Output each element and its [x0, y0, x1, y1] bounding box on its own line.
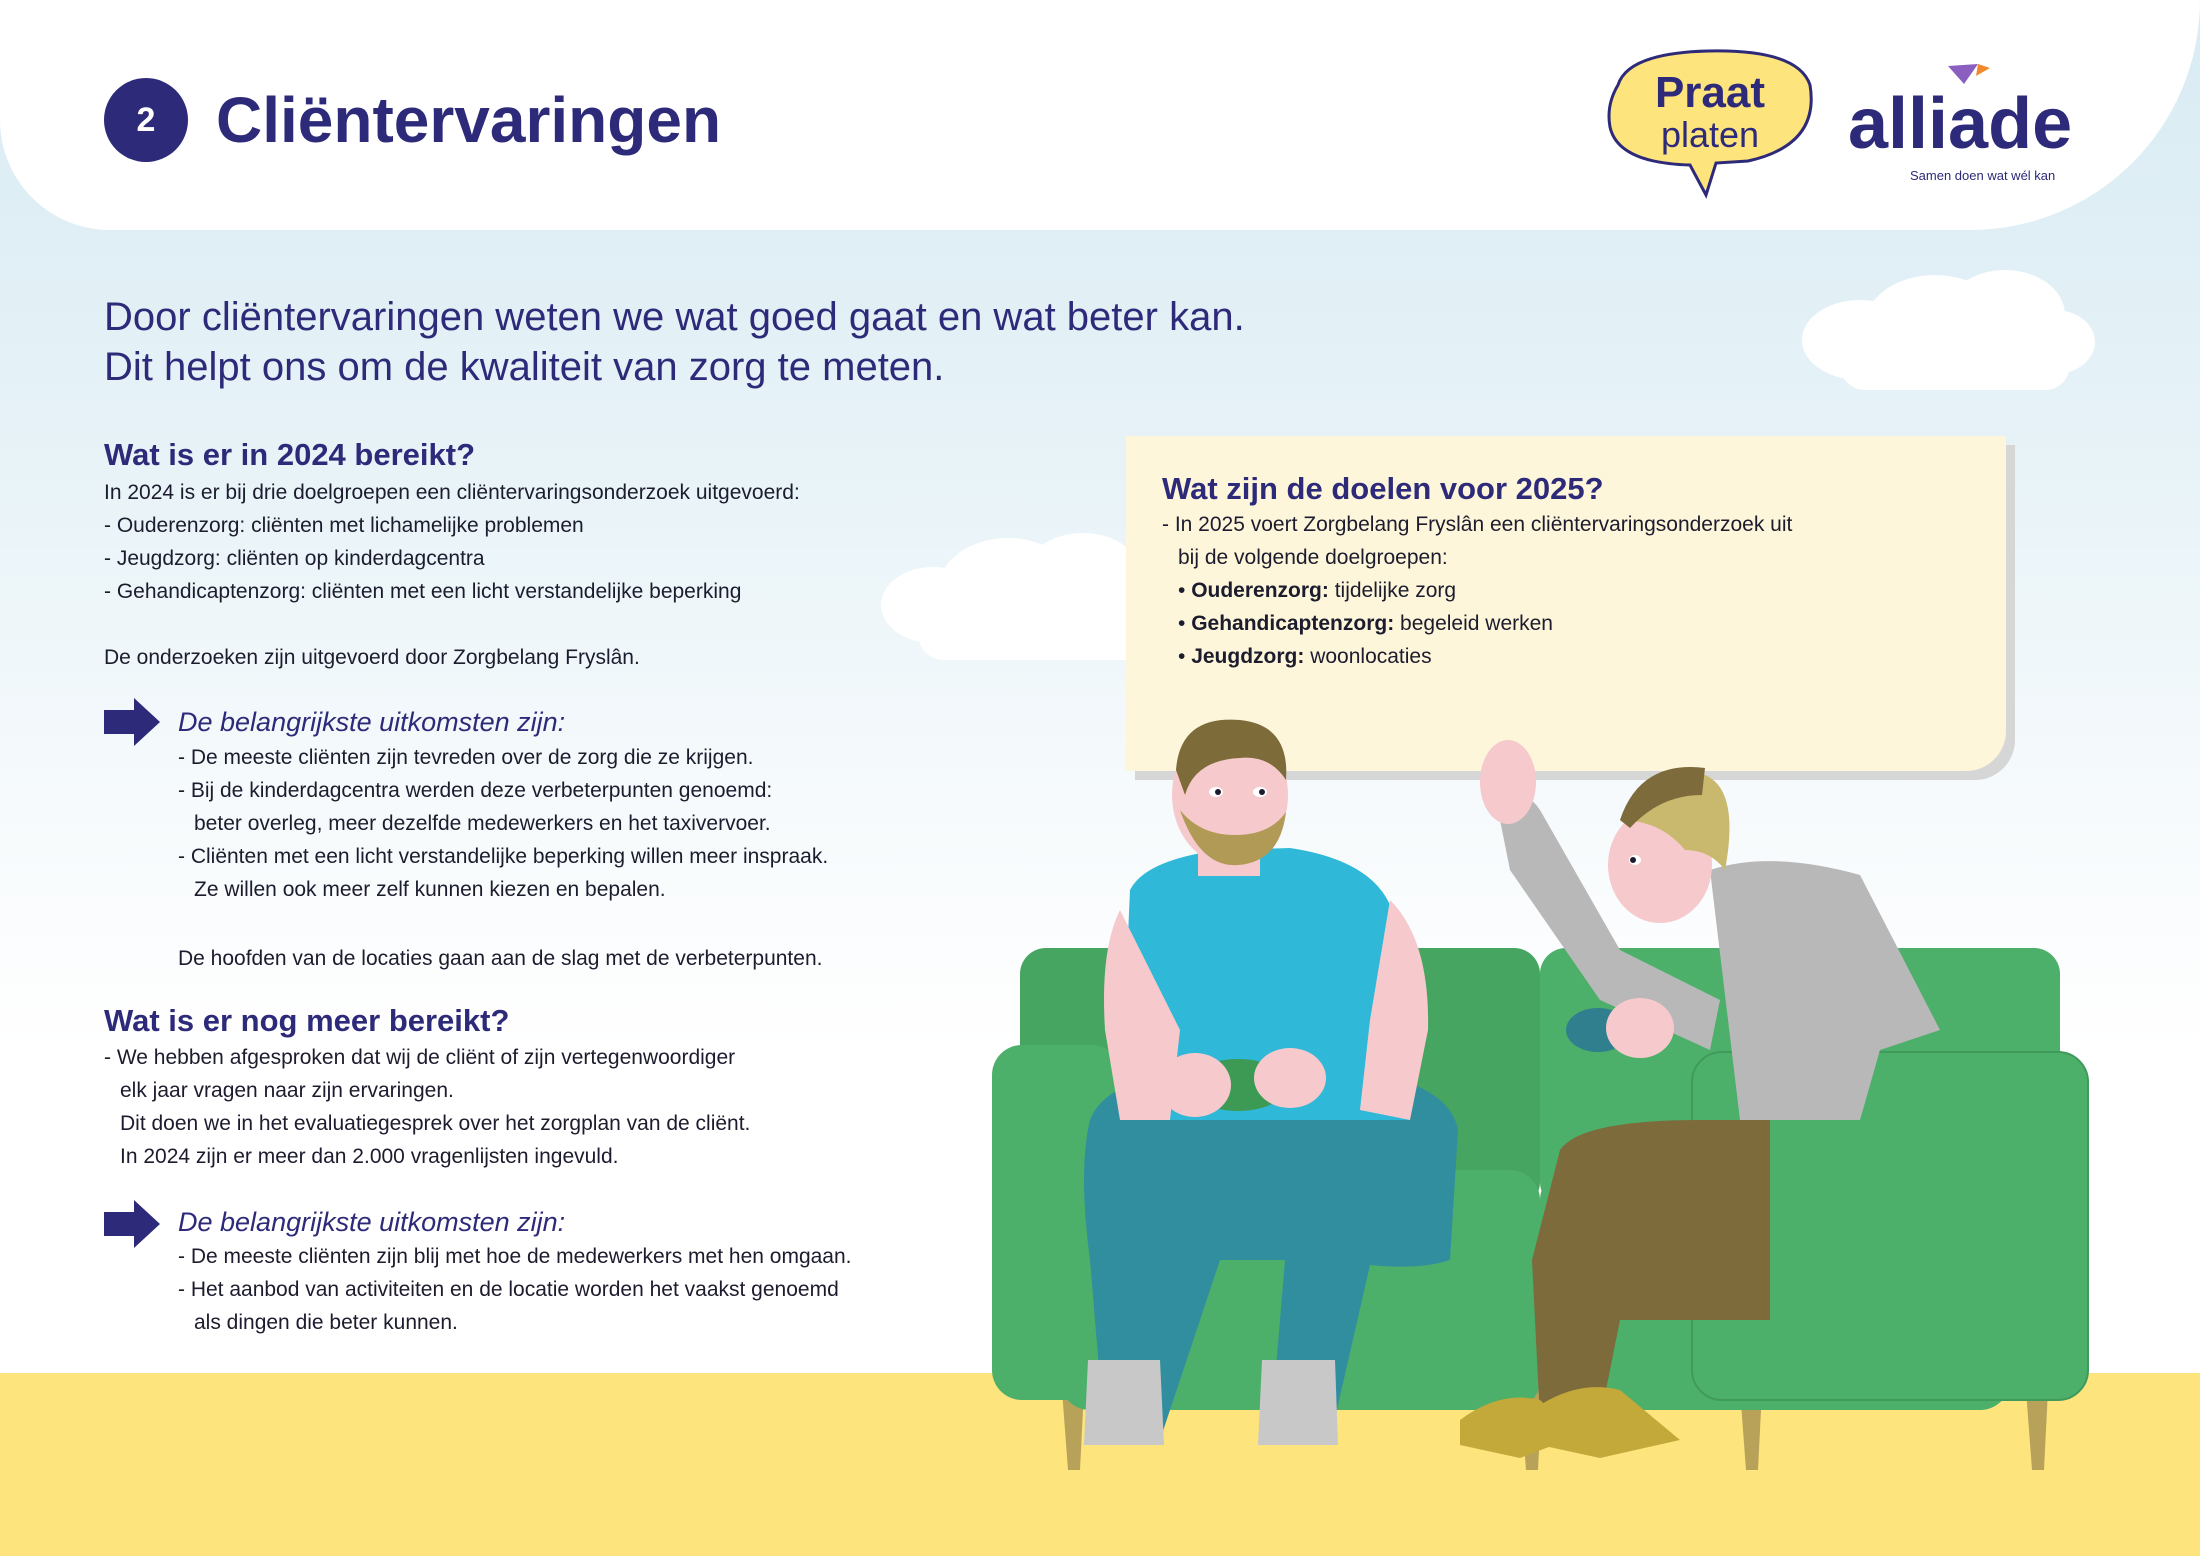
alliade-logo-name: alliade — [1848, 84, 2073, 164]
section1-body — [104, 476, 800, 608]
goals-intro-line: bij de volgende doelgroepen: — [1178, 546, 1448, 569]
section2-outcomes — [178, 1240, 852, 1339]
intro-text — [104, 292, 1245, 392]
sofa-gaming-illustration — [980, 700, 2100, 1480]
cloud-right — [1800, 270, 2100, 400]
section1-closing: De hoofden van de locaties gaan aan de slag met de verbeterpunten. — [178, 947, 823, 970]
goal-text: tijdelijke zorg — [1328, 579, 1457, 602]
page-title: Cliëntervaringen — [216, 84, 722, 156]
intro-line-2: Dit helpt ons om de kwaliteit van zorg te meten. — [104, 345, 945, 389]
outcome-line: als dingen die beter kunnen. — [194, 1311, 458, 1334]
goal-text: begeleid werken — [1394, 612, 1553, 635]
alliade-logo-tagline: Samen doen wat wél kan — [1910, 168, 2056, 183]
intro-line-1: Door cliëntervaringen weten we wat goed gaat en wat beter kan. — [104, 295, 1245, 339]
section1-outcomes-heading: De belangrijkste uitkomsten zijn: — [178, 707, 566, 737]
praat-logo-word2: platen — [1660, 114, 1760, 155]
praat-platen-logo — [1598, 45, 1824, 200]
section1-heading: Wat is er in 2024 bereikt? — [104, 437, 476, 472]
section2-heading: Wat is er nog meer bereikt? — [104, 1003, 510, 1038]
arrow-right-icon — [104, 1200, 160, 1248]
goal-label: Jeugdzorg: — [1191, 645, 1305, 668]
praat-logo-word1: Praat — [1654, 68, 1766, 117]
outcome-line: - Cliënten met een licht verstandelijke beperking willen meer inspraak. — [178, 845, 829, 868]
section2-outcomes-heading: De belangrijkste uitkomsten zijn: — [178, 1207, 566, 1237]
goal-item: • Ouderenzorg: tijdelijke zorg — [1178, 579, 1457, 602]
section1-line: - Gehandicaptenzorg: cliënten met een licht verstandelijke beperking — [104, 580, 742, 603]
section2-line: Dit doen we in het evaluatiegesprek over het zorgplan van de cliënt. — [120, 1112, 751, 1135]
section1-line: - Ouderenzorg: cliënten met lichamelijke problemen — [104, 514, 584, 537]
alliade-logo — [1848, 62, 2098, 192]
section2-line: In 2024 zijn er meer dan 2.000 vragenlijsten ingevuld. — [120, 1145, 619, 1168]
section1-line: In 2024 is er bij drie doelgroepen een cliëntervaringsonderzoek uitgevoerd: — [104, 481, 800, 504]
goal-label: Ouderenzorg: — [1191, 579, 1329, 602]
goals-heading: Wat zijn de doelen voor 2025? — [1162, 471, 1604, 506]
outcome-line: - Bij de kinderdagcentra werden deze verbeterpunten genoemd: — [178, 779, 773, 802]
section2-line: elk jaar vragen naar zijn ervaringen. — [120, 1079, 454, 1102]
outcome-line: - De meeste cliënten zijn blij met hoe de medewerkers met hen omgaan. — [178, 1245, 852, 1268]
section1-note: De onderzoeken zijn uitgevoerd door Zorgbelang Fryslân. — [104, 646, 640, 669]
section1-line: - Jeugdzorg: cliënten op kinderdagcentra — [104, 547, 485, 570]
outcome-line: - Het aanbod van activiteiten en de locatie worden het vaakst genoemd — [178, 1278, 839, 1301]
goal-item: • Gehandicaptenzorg: begeleid werken — [1178, 612, 1553, 635]
section-number-badge: 2 — [104, 78, 188, 162]
section1-outcomes — [178, 741, 828, 906]
goal-label: Gehandicaptenzorg: — [1191, 612, 1395, 635]
goals-intro-line: - In 2025 voert Zorgbelang Fryslân een cliëntervaringsonderzoek uit — [1162, 513, 1793, 536]
arrow-right-icon — [104, 698, 160, 746]
outcome-line: Ze willen ook meer zelf kunnen kiezen en bepalen. — [194, 878, 666, 901]
outcome-line: beter overleg, meer dezelfde medewerkers en het taxivervoer. — [194, 812, 771, 835]
section2-body — [104, 1041, 750, 1173]
goal-text: woonlocaties — [1304, 645, 1432, 668]
goal-item: • Jeugdzorg: woonlocaties — [1178, 645, 1432, 668]
outcome-line: - De meeste cliënten zijn tevreden over de zorg die ze krijgen. — [178, 746, 754, 769]
goals-body — [1162, 508, 1792, 673]
section2-line: - We hebben afgesproken dat wij de cliënt of zijn vertegenwoordiger — [104, 1046, 736, 1069]
